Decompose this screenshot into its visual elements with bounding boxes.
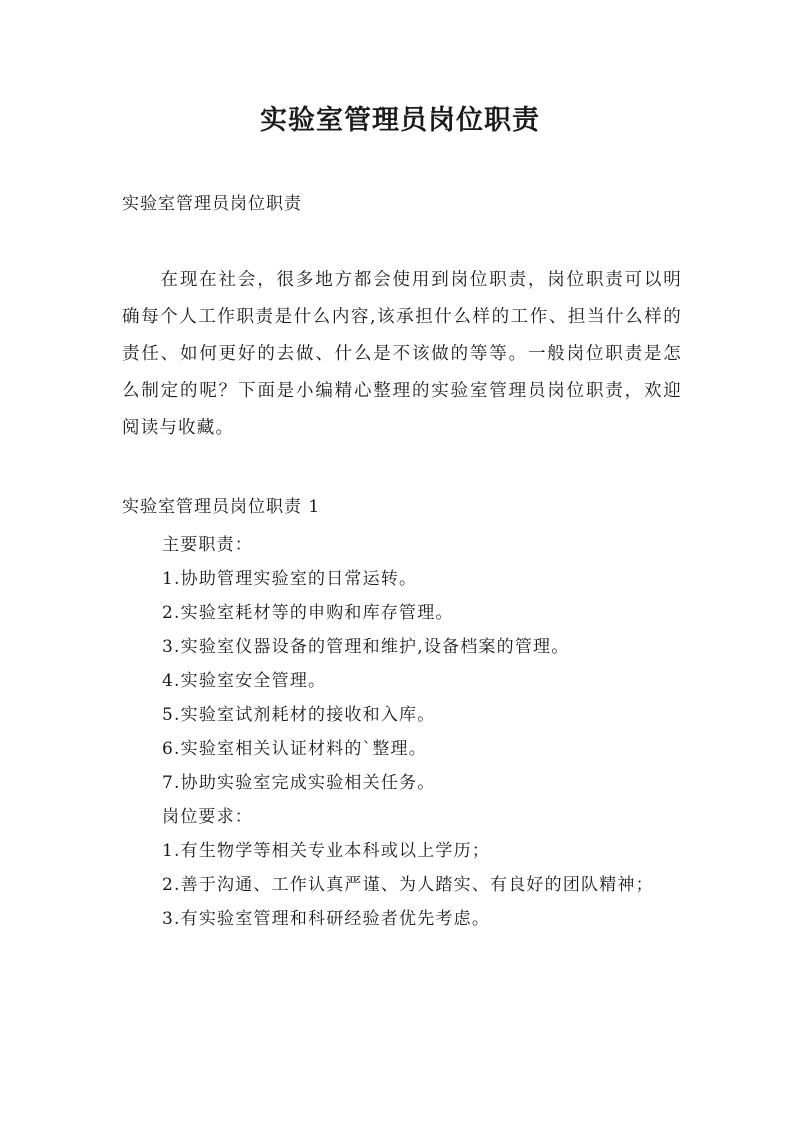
- requirement-item: 3.有实验室管理和科研经验者优先考虑。: [162, 909, 491, 929]
- document-title: 实验室管理员岗位职责: [260, 105, 540, 136]
- section-heading: 实验室管理员岗位职责 1: [122, 497, 321, 517]
- duty-item: 4.实验室安全管理。: [162, 671, 327, 691]
- duty-item: 3.实验室仪器设备的管理和维护,设备档案的管理。: [162, 637, 570, 657]
- duty-item: 6.实验室相关认证材料的`整理。: [162, 739, 427, 759]
- document-subtitle: 实验室管理员岗位职责: [122, 194, 302, 214]
- intro-paragraph: 在现在社会，很多地方都会使用到岗位职责，岗位职责可以明确每个人工作职责是什么内容,该承担什么样的工作、担当什么样的责任、如何更好的去做、什么是不该做的等等。一般岗位职责是怎么制定的呢？下面是小编精心整理的实验室管理员岗位职责，欢迎阅读与收藏。: [122, 270, 682, 438]
- duty-item: 7.协助实验室完成实验相关任务。: [162, 773, 436, 793]
- duties-label: 主要职责：: [162, 535, 253, 555]
- duty-item: 2.实验室耗材等的申购和库存管理。: [162, 603, 454, 623]
- requirement-item: 1.有生物学等相关专业本科或以上学历；: [162, 841, 491, 861]
- requirement-item: 2.善于沟通、工作认真严谨、为人踏实、有良好的团队精神；: [162, 875, 654, 895]
- requirements-label: 岗位要求：: [162, 807, 253, 827]
- duty-item: 1.协助管理实验室的日常运转。: [162, 569, 418, 589]
- content-list: [122, 528, 682, 936]
- duty-item: 5.实验室试剂耗材的接收和入库。: [162, 705, 436, 725]
